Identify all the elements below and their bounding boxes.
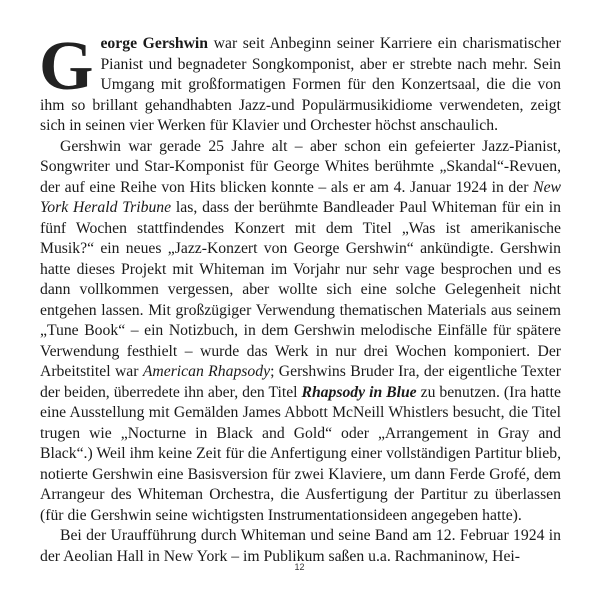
drop-cap: G (39, 28, 94, 105)
composer-name: eorge Gershwin (100, 35, 209, 52)
paragraph-3-text: Bei der Uraufführung durch Whiteman und seine Band am 12. Februar 1924 in der Aeolian Hall in New York – im Publikum saßen u.a. Rachmaninow, Hei- (40, 527, 561, 565)
newspaper-title: New York Herald Tribune (40, 178, 561, 216)
working-title: American Rhapsody (142, 363, 271, 380)
paragraph-2-text-b: las, dass der berühmte Bandleader Paul Whiteman für ein in fünf Wochen stattfindendes Konzert mit dem Titel „Was ist amerikanische Musik?“ ein neues „Jazz-Konzert von George Gershwin“ ankündigte. Gershwin hatte dieses Projekt mit Whiteman im Vorjahr nur sehr vage besprochen und es dann vollkommen vergessen, aber wollte sich eine solche Gelegenheit nicht entgehen lassen. Mit großzügiger Verwendung thematischen Materials aus seinem „Tune Book“ – ein Notizbuch, in dem Gershwin melodische Einfälle für spätere Verwendung festhielt – wurde das Werk in nur drei Wochen komponiert. Der Arbeitstitel war (40, 199, 561, 380)
paragraph-1 (39, 28, 561, 137)
paragraph-2 (40, 137, 561, 527)
paragraph-2-text-d: zu benutzen. (Ira hatte eine Ausstellung mit Gemälden James Abbott McNeill Whistlers besucht, die Titel trugen wie „Nocturne in Black and Gold“ oder „Arrangement in Gray and Black“.) Weil ihm keine Zeit für die Anfertigung einer vollständigen Partitur blieb, notierte Gershwin eine Basisversion für zwei Klaviere, um dann Ferde Grofé, dem Arrangeur des Whiteman Orchestra, die Ausfertigung der Partitur zu überlassen (für die Gershwin seine wichtigsten Instrumentationsideen angegeben hatte). (40, 383, 561, 524)
paragraph-3 (40, 526, 561, 567)
paragraph-1-text: war seit Anbeginn seiner Karriere ein charismatischer Pianist und begnadeter Songkomponist, aber er strebte nach mehr. Sein Umgang mit großformatigen Formen für den Konzertsaal, die die von ihm so brillant gehandhabten Jazz-und Populärmusikidiome verwendeten, zeigt sich in seinen vier Werken für Klavier und Orchester höchst anschaulich. (40, 35, 561, 134)
page-number: 12 (294, 562, 305, 572)
paragraph-2-text-a: Gershwin war gerade 25 Jahre alt – aber schon ein gefeierter Jazz-Pianist, Songwriter und Star-Komponist für George Whites berühmte „Skandal“-Revuen, der auf eine Reihe von Hits blicken konnte – als er am 4. Januar 1924 in der (40, 137, 561, 196)
article-body (39, 28, 561, 567)
paragraph-2-text-c: ; Gershwins Bruder Ira, der eigentliche Texter der beiden, überredete ihn aber, den Titel (40, 363, 561, 401)
work-title: Rhapsody in Blue (301, 383, 417, 401)
